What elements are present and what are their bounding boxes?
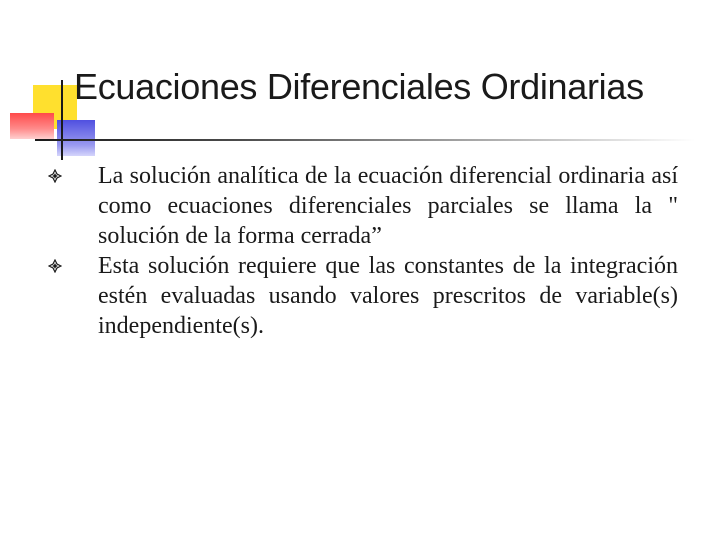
- logo-vertical-line: [61, 80, 63, 160]
- diamond-bullet-icon: [48, 169, 62, 183]
- bullet-item-2: [48, 251, 678, 341]
- bullet-item-1: [48, 161, 678, 251]
- logo-red-square: [10, 113, 54, 139]
- bullet-text: La solución analítica de la ecuación diferencial ordinaria así como ecuaciones diferenciales parciales se llama la " solución de la forma cerrada”: [98, 163, 678, 249]
- diamond-bullet-icon: [48, 259, 62, 273]
- bullet-text: Esta solución requiere que las constantes de la integración estén evaluadas usando valores prescritos de variable(s) independiente(s).: [98, 253, 678, 339]
- title-divider-line: [35, 139, 695, 141]
- slide-title: Ecuaciones Diferenciales Ordinarias: [74, 66, 644, 107]
- bullet-list: [48, 161, 678, 341]
